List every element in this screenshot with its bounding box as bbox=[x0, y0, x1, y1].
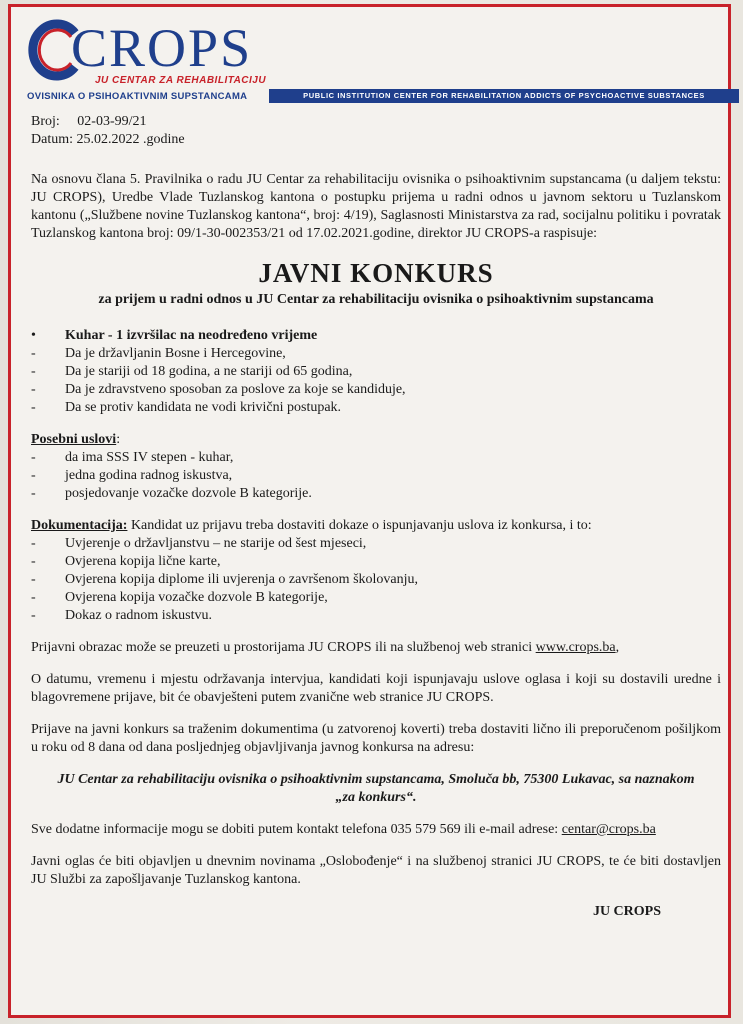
website-link[interactable]: www.crops.ba bbox=[535, 640, 616, 655]
logo-subtitle-addicts: OVISNIKA O PSIHOAKTIVNIM SUPSTANCAMA bbox=[27, 91, 248, 102]
list-item: - Uvjerenje o državljanstvu – ne starije od šest mjeseci, bbox=[31, 536, 367, 551]
page-subtitle: za prijem u radni odnos u JU Centar za rehabilitaciju ovisnika o psihoaktivnim supstancama bbox=[98, 292, 654, 307]
institution-banner: PUBLIC INSTITUTION CENTER FOR REHABILITATION ADDICTS OF PSYCHOACTIVE SUBSTANCES bbox=[269, 89, 739, 103]
submission-paragraph: Prijave na javni konkurs sa traženim dokumentima (u zatvorenoj koverti) treba dostaviti lično ili preporučenom pošiljkom u roku od 8 dana od dana posljednjeg objavljivanja javnog konkursa na adresu: bbox=[31, 722, 721, 755]
list-item: - jedna godina radnog iskustva, bbox=[31, 468, 233, 483]
logo-subtitle-center: JU CENTAR ZA REHABILITACIJU bbox=[95, 75, 267, 86]
list-item: - Dokaz o radnom iskustvu. bbox=[31, 608, 212, 623]
list-item: - Ovjerena kopija lične karte, bbox=[31, 554, 221, 569]
list-item: - Da je stariji od 18 godina, a ne stariji od 65 godina, bbox=[31, 364, 353, 379]
form-paragraph: Prijavni obrazac može se preuzeti u prostorijama JU CROPS ili na službenoj web stranici www.crops.ba, bbox=[31, 640, 620, 655]
reference-block bbox=[31, 113, 721, 149]
submission-address: JU Centar za rehabilitaciju ovisnika o psihoaktivnim supstancama, Smoluča bb, 75300 Lukavac, sa naznakom „za konkurs“. bbox=[57, 772, 695, 805]
documentation-section bbox=[31, 517, 721, 625]
list-item: - Da je državljanin Bosne i Hercegovine, bbox=[31, 346, 286, 361]
broj-value: 02-03-99/21 bbox=[77, 114, 147, 129]
special-heading: Posebni uslovi bbox=[31, 432, 117, 447]
special-conditions: Posebni uslovi: - da ima SSS IV stepen - kuhar, - jedna godina radnog iskustva, - posjedovanje vozačke dozvole B kategorije. bbox=[31, 431, 721, 503]
position-item bbox=[31, 327, 721, 345]
list-item: - Da se protiv kandidata ne vodi krivični postupak. bbox=[31, 400, 342, 415]
email-link[interactable]: centar@crops.ba bbox=[561, 822, 656, 837]
page-title: JAVNI KONKURS bbox=[258, 258, 494, 288]
list-item: - Ovjerena kopija vozačke dozvole B kategorije, bbox=[31, 590, 328, 605]
publication-paragraph: Javni oglas će biti objavljen u dnevnim novinama „Oslobođenje“ i na službenoj stranici JU CROPS, te će biti dostavljen JU Službi za zapošljavanje Tuzlanskog kantona. bbox=[31, 854, 721, 887]
job-advertisement bbox=[8, 4, 731, 1018]
contact-paragraph: Sve dodatne informacije mogu se dobiti putem kontakt telefona 035 579 569 ili e-mail adrese: centar@crops.ba bbox=[31, 822, 656, 837]
ad-body bbox=[31, 113, 721, 921]
docs-intro: Kandidat uz prijavu treba dostaviti dokaze o ispunjavanju uslova iz konkursa, i to: bbox=[127, 518, 592, 533]
docs-heading: Dokumentacija: bbox=[31, 518, 128, 533]
position-label: Kuhar - 1 izvršilac na neodređeno vrijeme bbox=[65, 328, 318, 343]
datum-value: 25.02.2022 .godine bbox=[76, 132, 185, 147]
list-item: - Ovjerena kopija diplome ili uvjerenja o završenom školovanju, bbox=[31, 572, 419, 587]
interview-paragraph: O datumu, vremenu i mjestu održavanja intervjua, kandidati koji ispunjavaju uslove oglasa i koji su dostavili uredne i blagovremene prijave, bit će obavješteni putem zvanične web stranice JU CROPS. bbox=[31, 672, 721, 705]
list-item: - da ima SSS IV stepen - kuhar, bbox=[31, 450, 234, 465]
crops-header bbox=[19, 17, 729, 107]
intro-paragraph: Na osnovu člana 5. Pravilnika o radu JU Centar za rehabilitaciju ovisnika o psihoaktivnim supstancama (u daljem tekstu: JU CROPS), Uredbe Vlade Tuzlanskog kantona o postupku prijema u radni odnos u javnom sektoru u Tuzlanskom kantonu („Službene novine Tuzlanskog kantona“, broj: 4/19), Saglasnosti Ministarstva za rad, socijalnu politiku i povratak Tuzlanskog kantona broj: 09/1-30-002353/21 od 17.02.2021.godine, direktor JU CROPS-a raspisuje: bbox=[31, 172, 721, 241]
logo-wordmark: CROPS bbox=[71, 18, 253, 78]
list-item: - posjedovanje vozačke dozvole B kategorije. bbox=[31, 486, 312, 501]
signature: JU CROPS bbox=[592, 904, 661, 919]
datum-label: Datum: bbox=[31, 132, 73, 147]
list-item: - Da je zdravstveno sposoban za poslove za koje se kandiduje, bbox=[31, 382, 406, 397]
bullet-icon: • bbox=[31, 328, 36, 343]
general-conditions-list bbox=[31, 327, 721, 417]
broj-label: Broj: bbox=[31, 114, 60, 129]
